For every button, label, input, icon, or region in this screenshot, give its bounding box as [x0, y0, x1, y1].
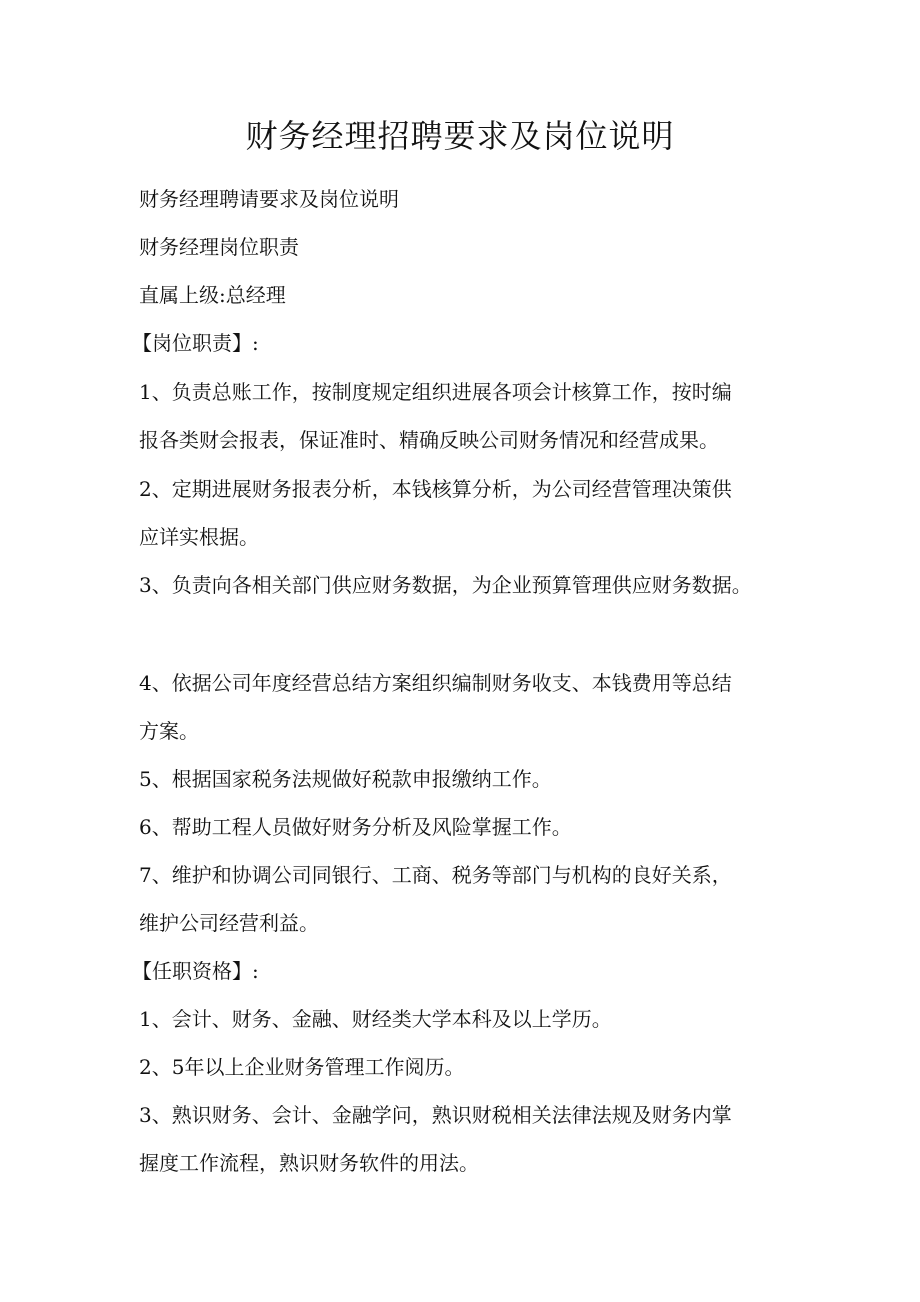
qualification-2-line-1: 2、5年以上企业财务管理工作阅历。	[139, 1055, 465, 1079]
duty-7-line-1: 7、维护和协调公司同银行、工商、税务等部门与机构的良好关系，	[139, 863, 732, 887]
duty-5-line-1: 5、根据国家税务法规做好税款申报缴纳工作。	[139, 767, 552, 791]
duty-1-line-2: 报各类财会报表，保证准时、精确反映公司财务情况和经营成果。	[139, 428, 719, 452]
qualification-1-line-1: 1、会计、财务、金融、财经类大学本科及以上学历。	[139, 1007, 612, 1031]
subtitle-line: 财务经理聘请要求及岗位说明	[139, 187, 399, 211]
duty-6-line-1: 6、帮助工程人员做好财务分析及风险掌握工作。	[139, 815, 572, 839]
duty-4-line-1: 4、依据公司年度经营总结方案组织编制财务收支、本钱费用等总结	[139, 671, 732, 695]
direct-supervisor-line: 直属上级:总经理	[139, 283, 286, 307]
qualifications-bracket-heading: 【任职资格】:	[132, 959, 259, 983]
duty-7-line-2: 维护公司经营利益。	[139, 911, 319, 935]
duty-2-line-1: 2、定期进展财务报表分析，本钱核算分析，为公司经营管理决策供	[139, 477, 732, 501]
duty-2-line-2: 应详实根据。	[139, 525, 259, 549]
qualification-3-line-2: 握度工作流程，熟识财务软件的用法。	[139, 1151, 479, 1175]
duty-4-line-2: 方案。	[139, 719, 199, 743]
qualification-3-line-1: 3、熟识财务、会计、金融学问，熟识财税相关法律法规及财务内掌	[139, 1103, 732, 1127]
duties-bracket-heading: 【岗位职责】:	[132, 331, 259, 355]
duty-1-line-1: 1、负责总账工作，按制度规定组织进展各项会计核算工作，按时编	[139, 380, 732, 404]
document-title: 财务经理招聘要求及岗位说明	[245, 117, 675, 155]
duty-3-line-1: 3、负责向各相关部门供应财务数据，为企业预算管理供应财务数据。	[139, 573, 752, 597]
section-heading-duties: 财务经理岗位职责	[139, 235, 299, 259]
